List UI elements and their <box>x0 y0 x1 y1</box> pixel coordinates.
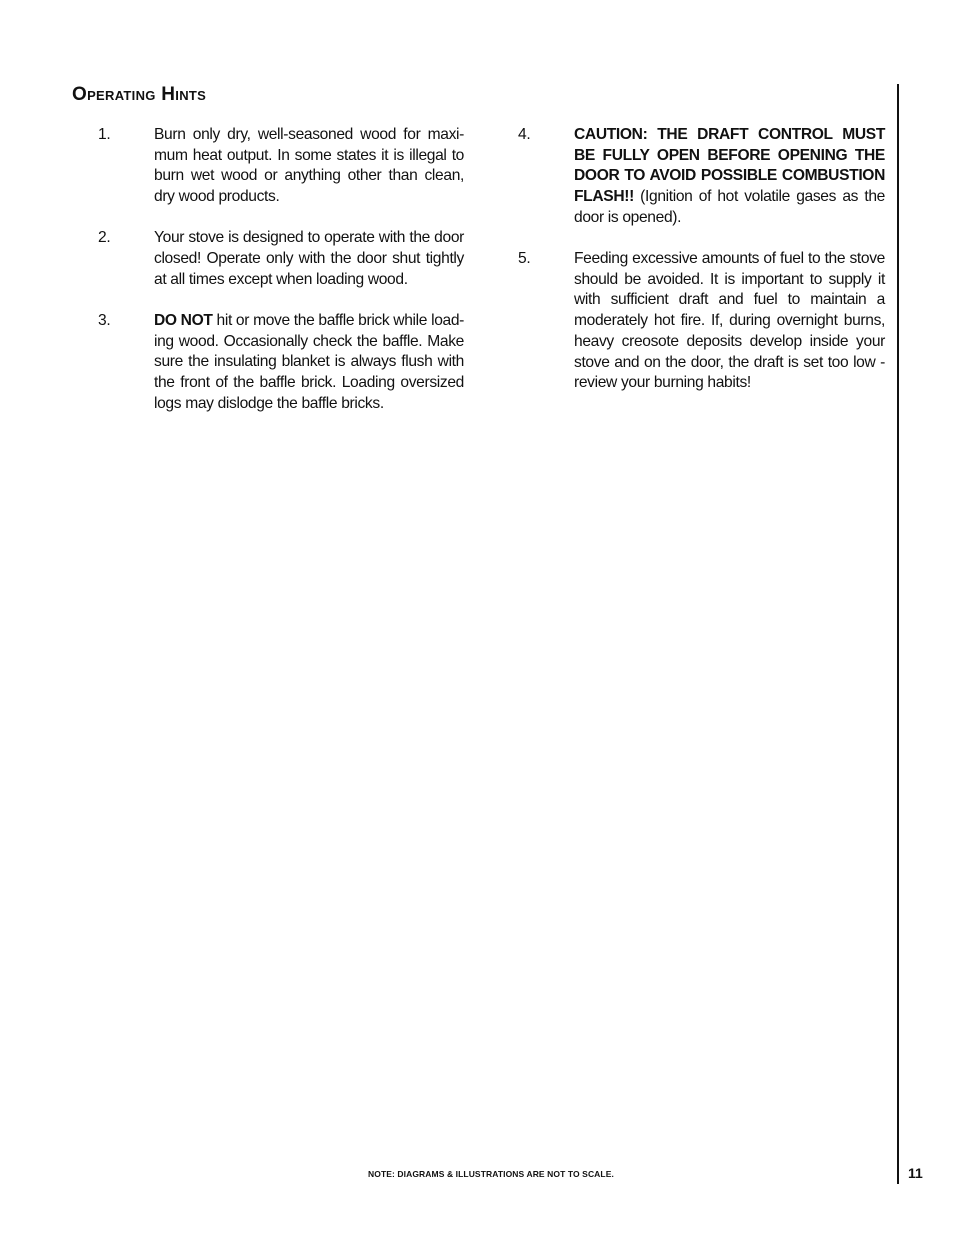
list-item <box>98 311 464 415</box>
item-body-text: Your stove is designed to operate with the door closed! Operate only with the door shut tightly at all times except when loading wood. <box>154 229 464 288</box>
list-item <box>518 125 885 229</box>
footer-note: NOTE: DIAGRAMS & ILLUSTRATIONS ARE NOT TO SCALE. <box>368 1169 614 1179</box>
left-column <box>98 125 464 435</box>
item-body-text: hit or move the baffle brick while load-ing wood. Occasionally check the baffle. Make sure the insulating blanket is always flush with the front of the baffle brick. Loading oversized logs may dislodge the baffle bricks. <box>154 311 464 412</box>
item-body-text: Feeding excessive amounts of fuel to the stove should be avoided. It is important to supply it with sufficient draft and fuel to maintain a moderately hot fire. If, during overnight burns, heavy creosote deposits develop inside your stove and on the door, the draft is set too low - review your burning habits! <box>574 250 885 392</box>
item-text <box>154 125 464 208</box>
list-item <box>518 249 885 394</box>
page-number: 11 <box>908 1165 923 1181</box>
item-lead: DO NOT <box>154 311 213 329</box>
item-number: 3. <box>98 311 111 329</box>
item-text <box>154 228 464 290</box>
item-number: 2. <box>98 229 111 247</box>
caution-text: CAUTION: THE DRAFT CONTROL MUST BE FULLY OPEN BEFORE OPENING THE DOOR TO AVOID POSSIBLE COMBUSTION FLASH!! <box>574 126 885 206</box>
item-number: 1. <box>98 126 111 143</box>
list-item <box>98 125 464 208</box>
item-body-text: (Ignition of hot volatile gases as the door is opened). <box>574 188 885 226</box>
page-edge-rule <box>897 84 899 1184</box>
item-text <box>574 125 885 229</box>
item-text <box>154 311 464 415</box>
right-column <box>518 125 885 414</box>
item-number: 4. <box>518 126 531 143</box>
section-title: Operating Hints <box>72 84 207 105</box>
item-number: 5. <box>518 250 531 268</box>
item-text <box>574 249 885 394</box>
list-item <box>98 228 464 290</box>
item-body-text: Burn only dry, well-seasoned wood for maxi-mum heat output. In some states it is illegal to burn wet wood or anything other than clean, dry wood products. <box>154 126 464 206</box>
